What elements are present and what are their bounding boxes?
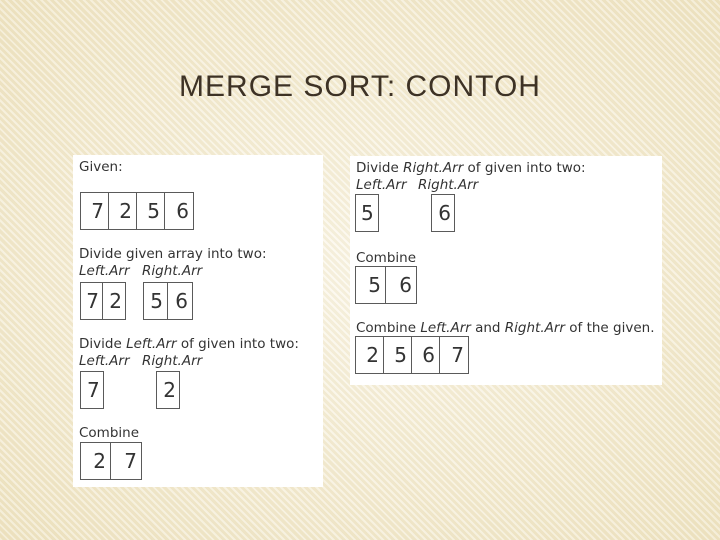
array-cell: 6 [438, 201, 451, 225]
array-cell: 5 [361, 201, 374, 225]
divide-leftarr-label: Divide Left.Arr of given into two: [79, 336, 299, 352]
array-cell: 6 [175, 289, 188, 313]
array-cell: 5 [356, 267, 386, 303]
given-label: Given: [79, 159, 123, 175]
array-cell: 2 [356, 337, 384, 373]
right-divide-left-array [355, 194, 379, 232]
array-cell: 7 [451, 343, 464, 367]
right-divide-right-label: Right.Arr [418, 177, 479, 193]
array-cell: 5 [137, 193, 165, 229]
divide1-right-label: Right.Arr [142, 263, 203, 279]
array-cell: 7 [87, 378, 100, 402]
combine-array [80, 442, 142, 480]
given-array [80, 192, 194, 230]
right-divide-right-array [431, 194, 455, 232]
array-cell: 6 [176, 199, 189, 223]
array-cell: 5 [144, 283, 168, 319]
divide-given-label: Divide given array into two: [79, 246, 267, 262]
array-cell: 2 [109, 289, 122, 313]
combine-label: Combine [79, 425, 140, 441]
divide2-right-array [156, 371, 180, 409]
array-cell: 6 [412, 337, 440, 373]
array-cell: 2 [109, 193, 137, 229]
right-divide-left-label: Left.Arr [356, 177, 407, 193]
array-cell: 7 [124, 449, 137, 473]
right-panel [350, 156, 662, 385]
array-cell: 7 [81, 193, 109, 229]
final-combine-label: Combine Left.Arr and Right.Arr of the given. [356, 320, 655, 336]
array-cell: 5 [384, 337, 412, 373]
slide-title: MERGE SORT: CONTOH [179, 70, 541, 103]
final-sorted-array [355, 336, 469, 374]
divide1-left-label: Left.Arr [79, 263, 130, 279]
divide1-left-array [80, 282, 126, 320]
right-combine-array [355, 266, 417, 304]
left-panel [73, 155, 323, 487]
divide-rightarr-label: Divide Right.Arr of given into two: [356, 160, 586, 176]
divide2-left-label: Left.Arr [79, 353, 130, 369]
divide2-left-array [80, 371, 104, 409]
array-cell: 2 [163, 378, 176, 402]
array-cell: 6 [399, 273, 412, 297]
divide2-right-label: Right.Arr [142, 353, 203, 369]
array-cell: 2 [81, 443, 111, 479]
divide1-right-array [143, 282, 193, 320]
array-cell: 7 [81, 283, 103, 319]
right-combine-label: Combine [356, 250, 417, 266]
